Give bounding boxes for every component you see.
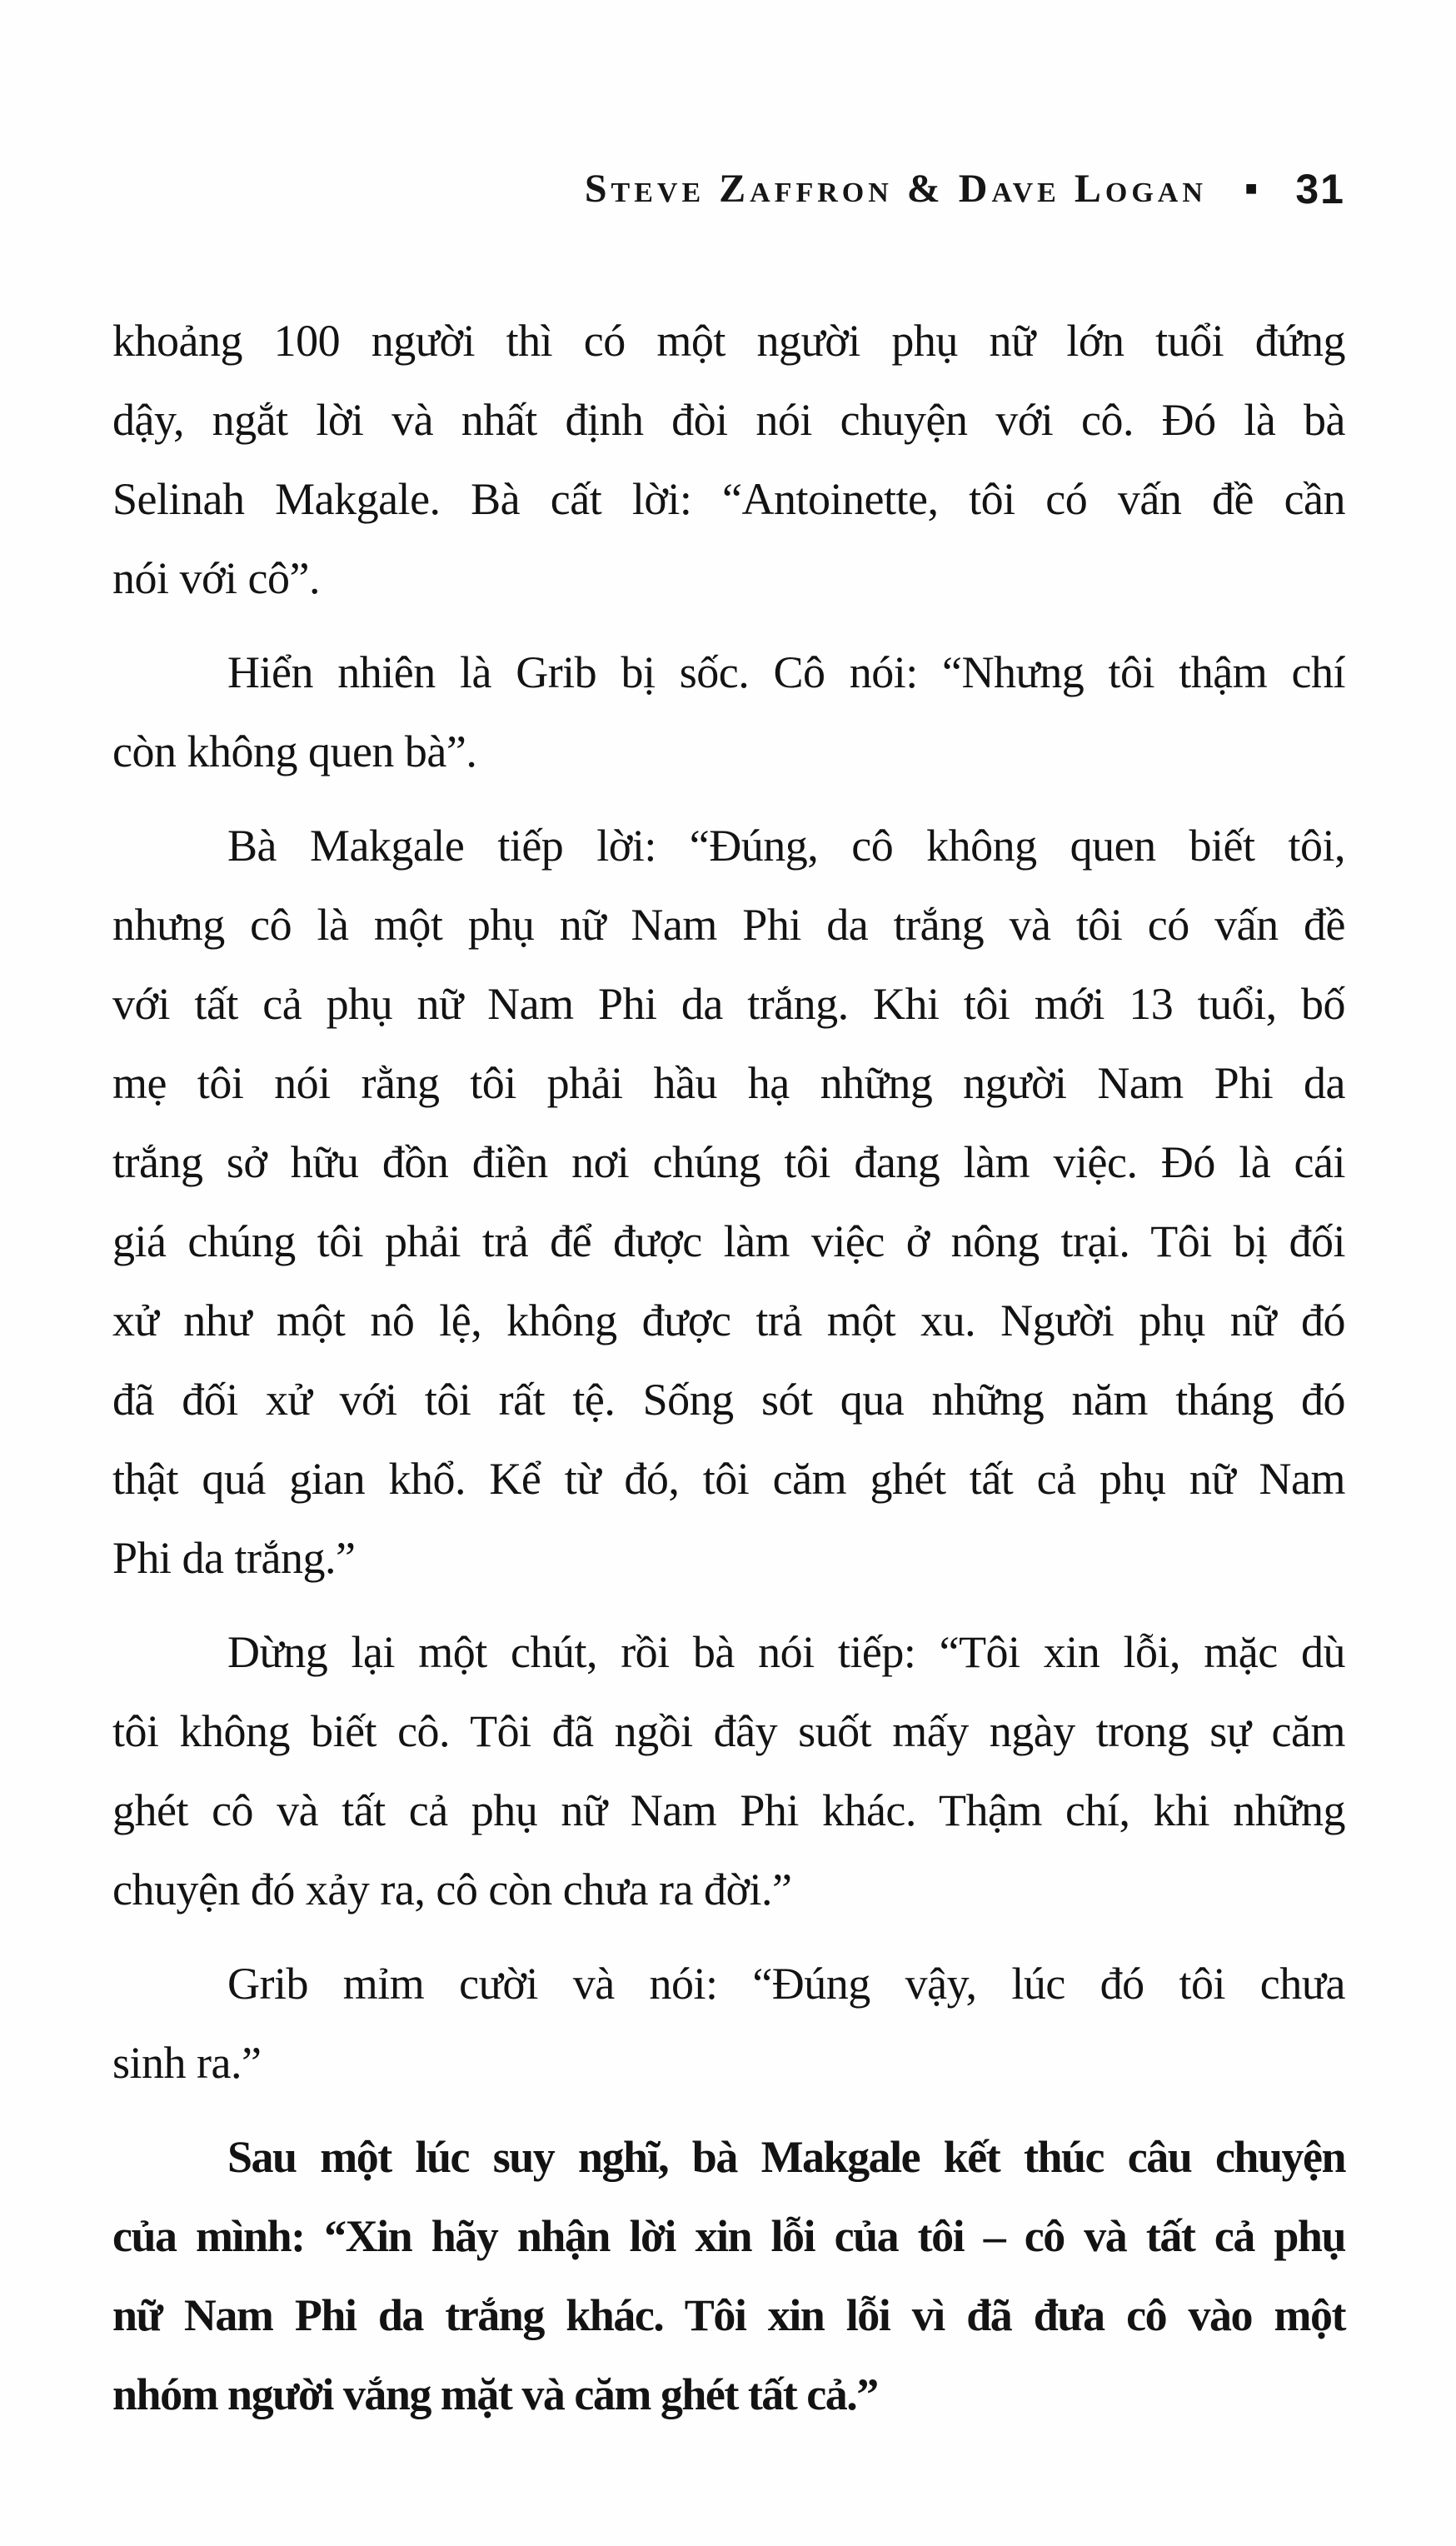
text-line: Dừng lại một chút, rồi bà nói tiếp: “Tôi xin lỗi, mặc dù	[227, 1627, 1345, 1677]
text-line: nói với cô”.	[112, 553, 320, 603]
paragraph	[112, 1944, 1345, 2103]
text-line: Hiển nhiên là Grib bị sốc. Cô nói: “Nhưng tôi thậm chí	[227, 647, 1345, 697]
page-number: 31	[1295, 166, 1345, 212]
text-line: khoảng 100 người thì có một người phụ nữ lớn tuổi đứng	[112, 316, 1345, 366]
running-header-authors: Steve Zaffron & Dave Logan	[584, 167, 1207, 211]
text-line: Bà Makgale tiếp lời: “Đúng, cô không quen biết tôi,	[227, 821, 1345, 871]
running-header	[112, 160, 1345, 218]
text-line: chuyện đó xảy ra, cô còn chưa ra đời.”	[112, 1865, 792, 1914]
text-line: mẹ tôi nói rằng tôi phải hầu hạ những người Nam Phi da	[112, 1058, 1345, 1108]
paragraph	[112, 1613, 1345, 1929]
paragraph	[112, 806, 1345, 1598]
text-line: đã đối xử với tôi rất tệ. Sống sót qua những năm tháng đó	[112, 1375, 1345, 1425]
square-bullet-icon: ■	[1244, 178, 1258, 200]
text-line: Grib mỉm cười và nói: “Đúng vậy, lúc đó tôi chưa	[227, 1959, 1345, 2009]
text-line: Sau một lúc suy nghĩ, bà Makgale kết thúc câu chuyện	[227, 2132, 1345, 2182]
text-line: Phi da trắng.”	[112, 1533, 356, 1583]
text-line: tôi không biết cô. Tôi đã ngồi đây suốt mấy ngày trong sự căm	[112, 1706, 1345, 1756]
text-line: nhóm người vắng mặt và căm ghét tất cả.”	[112, 2369, 878, 2419]
text-line: trắng sở hữu đồn điền nơi chúng tôi đang làm việc. Đó là cái	[112, 1137, 1345, 1187]
text-line: nữ Nam Phi da trắng khác. Tôi xin lỗi vì đã đưa cô vào một	[112, 2290, 1345, 2340]
page-body	[112, 302, 1345, 2434]
paragraph	[112, 2118, 1345, 2434]
paragraph	[112, 302, 1345, 618]
text-line: của mình: “Xin hãy nhận lời xin lỗi của tôi – cô và tất cả phụ	[112, 2211, 1345, 2261]
text-line: thật quá gian khổ. Kể từ đó, tôi căm ghét tất cả phụ nữ Nam	[112, 1454, 1345, 1504]
text-line: sinh ra.”	[112, 2038, 262, 2088]
text-line: xử như một nô lệ, không được trả một xu. Người phụ nữ đó	[112, 1295, 1345, 1345]
paragraph	[112, 633, 1345, 791]
text-line: ghét cô và tất cả phụ nữ Nam Phi khác. Thậm chí, khi những	[112, 1785, 1345, 1835]
text-line: giá chúng tôi phải trả để được làm việc ở nông trại. Tôi bị đối	[112, 1216, 1345, 1266]
text-line: nhưng cô là một phụ nữ Nam Phi da trắng và tôi có vấn đề	[112, 900, 1345, 950]
text-line: dậy, ngắt lời và nhất định đòi nói chuyện với cô. Đó là bà	[112, 395, 1345, 445]
text-line: với tất cả phụ nữ Nam Phi da trắng. Khi tôi mới 13 tuổi, bố	[112, 979, 1345, 1029]
text-line: Selinah Makgale. Bà cất lời: “Antoinette, tôi có vấn đề cần	[112, 474, 1345, 524]
text-line: còn không quen bà”.	[112, 726, 477, 776]
